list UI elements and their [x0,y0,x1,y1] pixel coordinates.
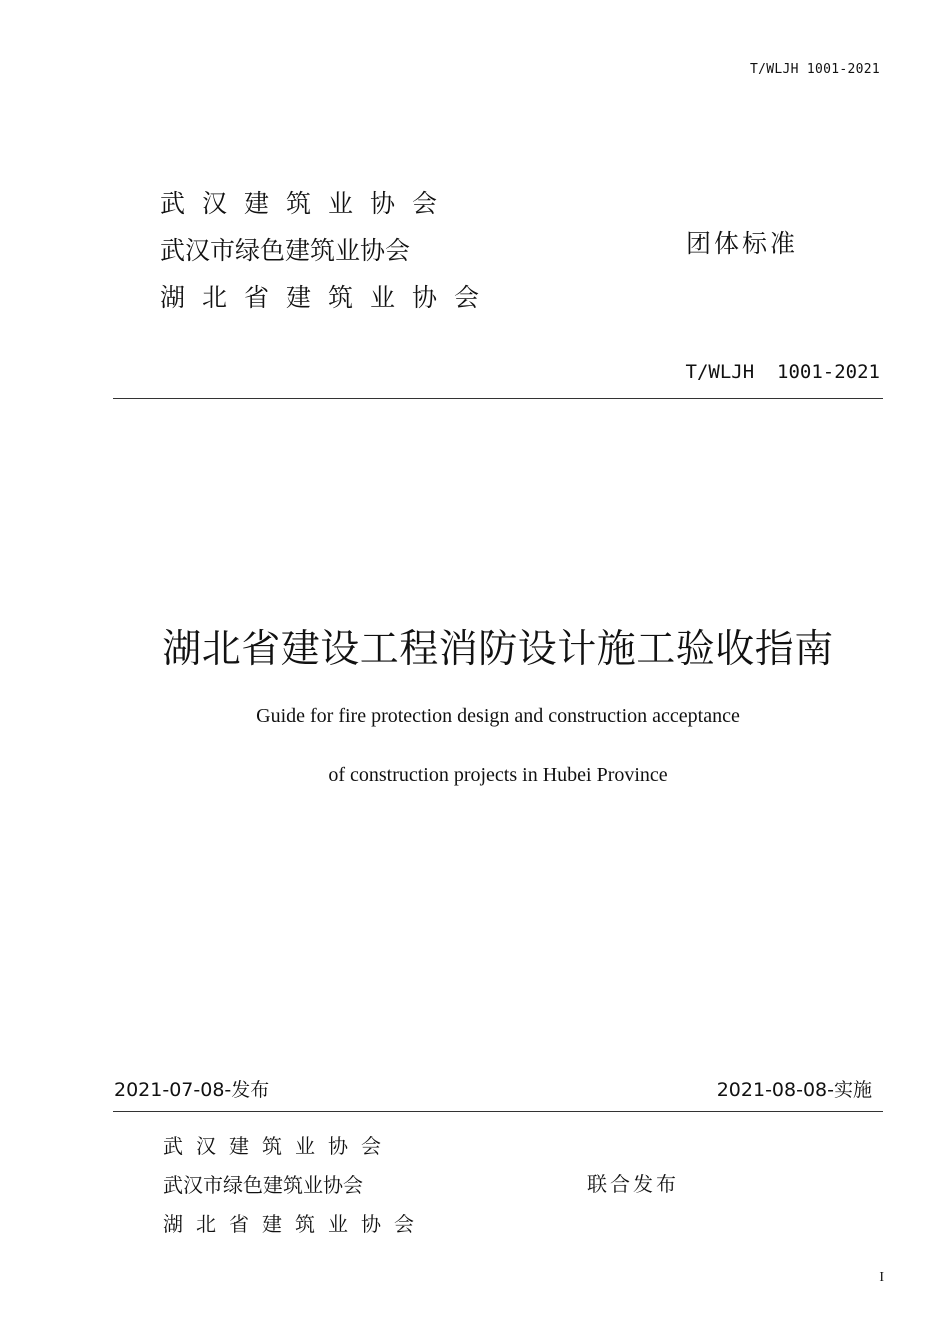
organization-name: 武汉建筑业协会 [160,189,455,218]
joint-release-label: 联合发布 [587,1172,679,1196]
bottom-divider [113,1111,883,1112]
document-title-english-line1: Guide for fire protection design and construction acceptance [256,705,740,727]
document-title-chinese: 湖北省建设工程消防设计施工验收指南 [162,627,834,672]
organization-name: 湖北省建筑业协会 [163,1212,427,1236]
document-title-english-line2: of construction projects in Hubei Province [328,764,668,786]
organization-name: 湖北省建筑业协会 [160,283,497,312]
issuing-organizations-top [160,180,496,321]
standard-code: T/WLJH 1001-2021 [685,361,880,383]
organization-name: 武汉建筑业协会 [163,1134,394,1158]
top-divider [113,398,883,399]
publish-date: 2021-07-08-发布 [114,1079,270,1101]
page-number: I [879,1270,884,1285]
effective-date: 2021-08-08-实施 [716,1079,872,1101]
organization-name: 武汉市绿色建筑业协会 [163,1173,363,1197]
standard-type: 团体标准 [686,229,799,258]
issuing-organizations-bottom [163,1127,427,1244]
organization-name: 武汉市绿色建筑业协会 [160,236,411,265]
header-standard-code: T/WLJH 1001-2021 [749,62,880,77]
